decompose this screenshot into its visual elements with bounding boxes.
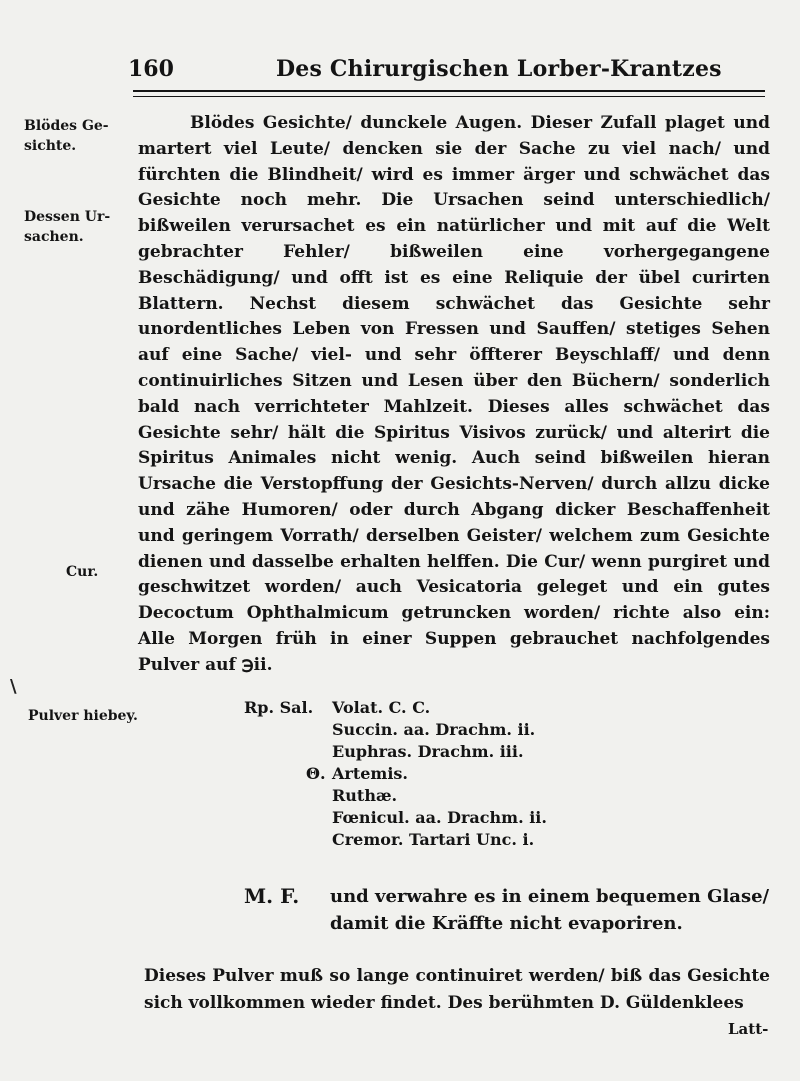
margin-note-ursachen bbox=[24, 207, 136, 247]
page-number: 160 bbox=[128, 56, 174, 82]
recipe-ingredient: Fœnicul. aa. Drachm. ii. bbox=[332, 808, 547, 827]
paragraph-text: Blödes Gesichte/ dunckele Augen. Dieser Zufall plaget und martert viel Leute/ dencken sie der Sache zu viel nach/ und fürchten die Blindheit/ wird es immer ärger und schwächet das Gesichte noch mehr. Die Ursachen seind unterschiedlich/ bißweilen verursachet es ein natürlicher und mit auf die Welt gebrachter Fehler/ bißweilen eine vorhergegangene Beschädigung/ und offt ist es eine Reliquie der übel curirten Blattern. Nechst diesem schwächet das Gesichte sehr unordentliches Leben von Fressen und Sauffen/ stetiges Sehen auf eine Sache/ viel- und sehr öffterer Beyschlaff/ und denn continuirliches Sitzen und Lesen über den Büchern/ sonderlich bald nach verrichteter Mahlzeit. Dieses alles schwächet das Gesichte sehr/ hält die Spiritus Visivos zurück/ und alterirt die Spiritus Animales nicht wenig. Auch seind bißweilen hieran Ursache die Verstopffung der Gesichts-Nerven/ durch allzu dicke und zähe Humoren/ oder durch Abgang dicker Beschaffenheit und geringem Vorrath/ derselben Geister/ welchem zum Gesichte dienen und dasselbe erhalten helffen. Die Cur/ wenn purgiret und geschwitzet worden/ auch Vesicatoria geleget und ein gutes Decoctum Ophthalmicum getruncken worden/ richte also ein: Alle Morgen früh in einer Suppen gebrauchet nachfolgendes Pulver auf ℈ii. bbox=[138, 113, 770, 675]
catchword: Latt- bbox=[728, 1020, 769, 1038]
margin-note-line: Pulver hiebey. bbox=[28, 708, 138, 724]
recipe-ingredient: Volat. C. C. bbox=[332, 698, 431, 717]
recipe-ingredient: Succin. aa. Drachm. ii. bbox=[332, 720, 536, 739]
recipe-ingredient: Cremor. Tartari Unc. i. bbox=[332, 830, 535, 849]
recipe-ingredient: Euphras. Drachm. iii. bbox=[332, 742, 524, 761]
recipe-ingredient: Artemis. bbox=[332, 764, 408, 783]
recipe-block bbox=[244, 697, 764, 851]
closing-text: Dieses Pulver muß so lange continuiret werden/ biß das Gesichte sich vollkommen wieder findet. Des berühmten D. Güldenklees bbox=[144, 966, 770, 1013]
margin-note-line: sichte. bbox=[24, 138, 77, 154]
header-rule bbox=[133, 90, 765, 97]
margin-note-bloedes-gesichte bbox=[24, 116, 136, 156]
recipe-symbol: Θ. bbox=[306, 764, 326, 783]
recipe-ingredient: Ruthæ. bbox=[332, 786, 398, 805]
mf-line: damit die Kräffte nicht evaporiren. bbox=[330, 913, 683, 934]
closing-paragraph bbox=[144, 963, 770, 1017]
margin-note-line: sachen. bbox=[24, 229, 84, 245]
main-paragraph bbox=[138, 111, 770, 679]
margin-note-line: Dessen Ur- bbox=[24, 209, 111, 225]
margin-note-line: Blödes Ge- bbox=[24, 118, 109, 134]
margin-note-line: Cur. bbox=[66, 564, 99, 580]
mf-line: und verwahre es in einem bequemen Glase/ bbox=[330, 886, 770, 907]
running-head: Des Chirurgischen Lorber-Krantzes bbox=[276, 56, 722, 82]
page-header bbox=[128, 52, 768, 92]
recipe-rp-label: Rp. Sal. bbox=[244, 698, 314, 717]
margin-note-pulver bbox=[28, 706, 140, 726]
mf-label: M. F. bbox=[244, 884, 300, 908]
margin-mark: \ bbox=[10, 676, 17, 697]
